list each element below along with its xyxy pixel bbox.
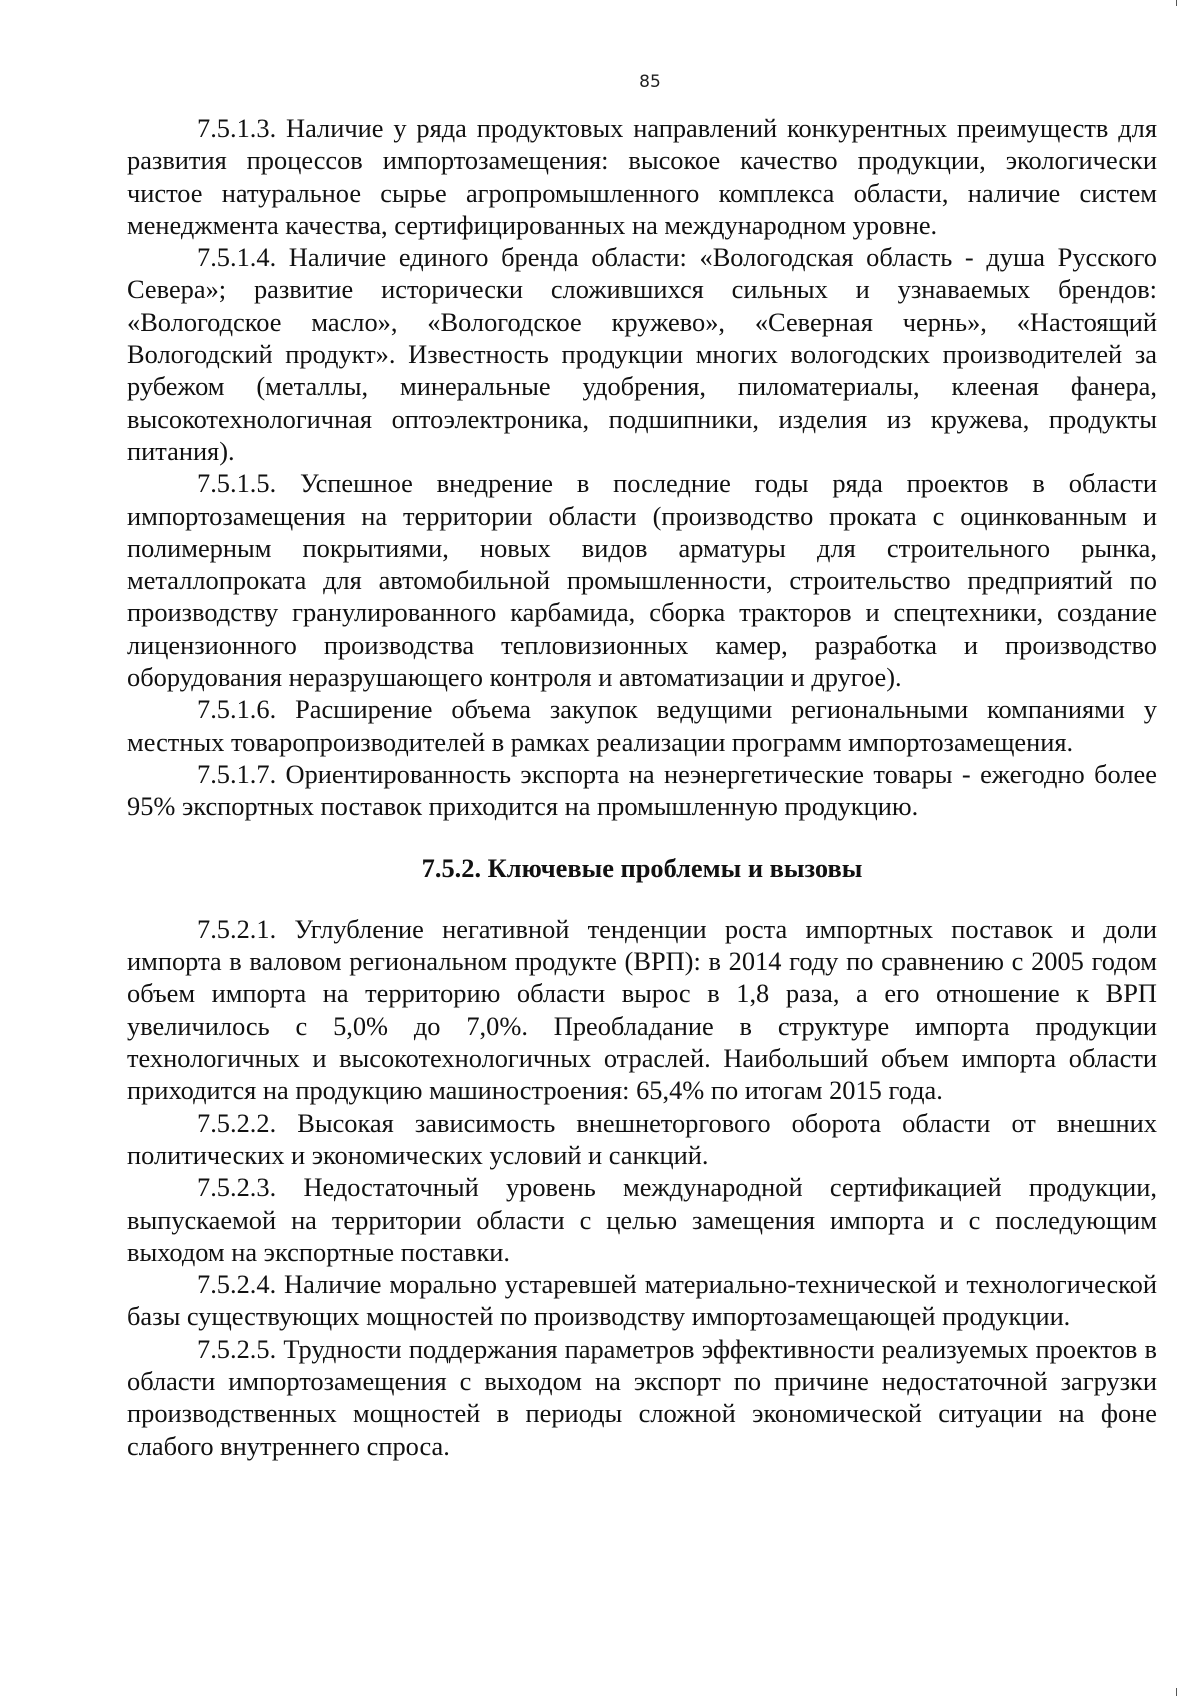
page-number: 85 — [639, 72, 661, 92]
scan-artifact-bottom-right — [1176, 1688, 1177, 1696]
paragraph-7-5-2-5: 7.5.2.5. Трудности поддержания параметров эффективности реализуемых проектов в области импортозамещения с выходом на экспорт по причине недостаточной загрузки производственных мощностей в периоды сложной экономической ситуации на фоне слабого внутреннего спроса. — [127, 1333, 1157, 1461]
paragraph-7-5-1-5: 7.5.1.5. Успешное внедрение в последние годы ряда проектов в области импортозамещения на территории области (производство проката с оцинкованным и полимерным покрытиями, новых видов арматуры для строительного рынка, металлопроката для автомобильной промышленности, строительство предприятий по производству гранулированного карбамида, сборка тракторов и спецтехники, создание лицензионного производства тепловизионных камер, разработка и производство оборудования неразрушающего контроля и автоматизации и другое). — [127, 468, 1157, 693]
section-heading-7-5-2: 7.5.2. Ключевые проблемы и вызовы — [421, 852, 863, 883]
paragraph-7-5-2-4: 7.5.2.4. Наличие морально устаревшей материально-технической и технологической базы существующих мощностей по производству импортозамещающей продукции. — [127, 1269, 1157, 1332]
paragraph-7-5-1-4: 7.5.1.4. Наличие единого бренда области: «Вологодская область - душа Русского Севера»; развитие исторически сложившихся сильных и узнаваемых брендов: «Вологодское масло», «Вологодское кружево», «Северная чернь», «Настоящий Вологодский продукт». Известность продукции многих вологодских производителей за рубежом (металлы, минеральные удобрения, пиломатериалы, клееная фанера, высокотехнологичная оптоэлектроника, подшипники, изделия из кружева, продукты питания). — [127, 242, 1157, 466]
document-body — [127, 112, 1157, 1462]
paragraph-7-5-2-2: 7.5.2.2. Высокая зависимость внешнеторгового оборота области от внешних политических и экономических условий и санкций. — [127, 1107, 1157, 1170]
paragraph-7-5-1-6: 7.5.1.6. Расширение объема закупок ведущими региональными компаниями у местных товаропроизводителей в рамках реализации программ импортозамещения. — [127, 694, 1157, 757]
paragraph-7-5-2-3: 7.5.2.3. Недостаточный уровень международной сертификацией продукции, выпускаемой на территории области с целью замещения импорта и с последующим выходом на экспортные поставки. — [127, 1172, 1157, 1267]
paragraph-7-5-1-3: 7.5.1.3. Наличие у ряда продуктовых направлений конкурентных преимуществ для развития процессов импортозамещения: высокое качество продукции, экологически чистое натуральное сырье агропромышленного комплекса области, наличие систем менеджмента качества, сертифицированных на международном уровне. — [127, 113, 1157, 240]
paragraph-7-5-1-7: 7.5.1.7. Ориентированность экспорта на неэнергетические товары - ежегодно более 95% экспортных поставок приходится на промышленную продукцию. — [127, 758, 1157, 822]
scan-artifact-top-right — [1176, 0, 1177, 6]
paragraph-7-5-2-1: 7.5.2.1. Углубление негативной тенденции роста импортных поставок и доли импорта в валовом региональном продукте (ВРП): в 2014 году по сравнению с 2005 годом объем импорта на территорию области вырос в 1,8 раза, а его отношение к ВРП увеличилось с 5,0% до 7,0%. Преобладание в структуре импорта продукции технологичных и высокотехнологичных отраслей. Наибольший объем импорта области приходится на продукцию машиностроения: 65,4% по итогам 2015 года. — [127, 913, 1157, 1106]
